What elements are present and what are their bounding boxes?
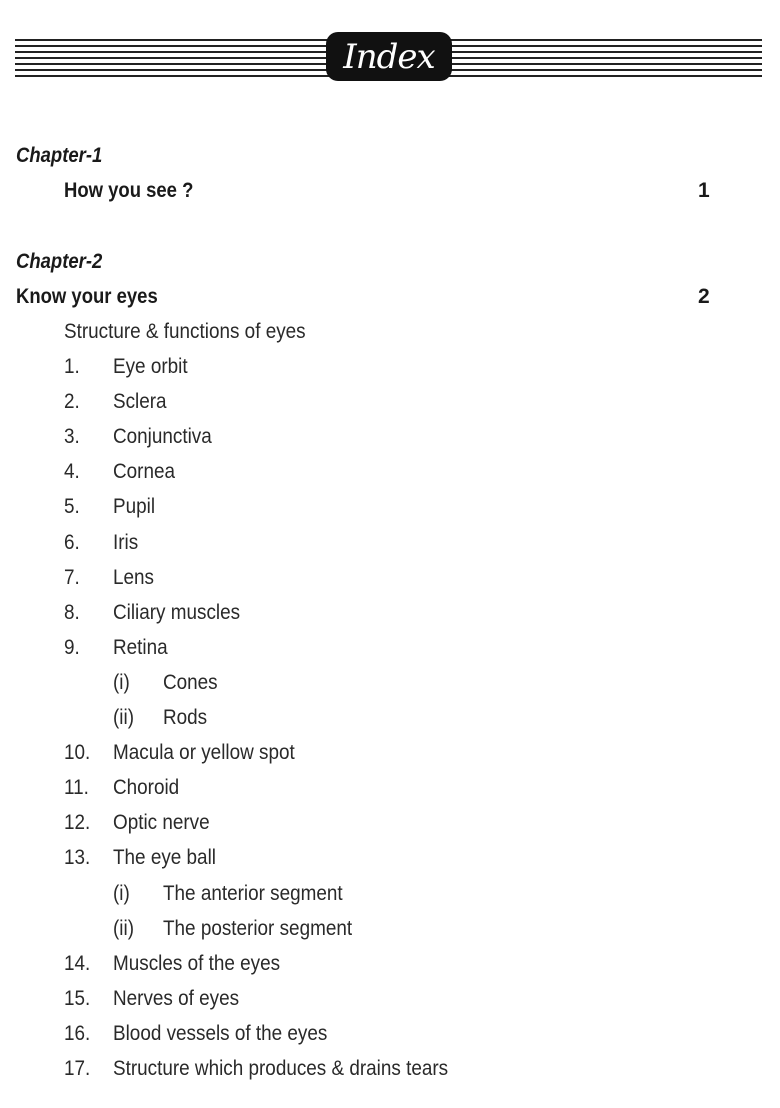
subitem-text[interactable]: The anterior segment [163,882,343,905]
item-number: 1. [64,355,80,378]
item-text[interactable]: Cornea [113,460,176,483]
item-number: 16. [64,1022,91,1045]
item-number: 15. [64,987,91,1010]
toc-entry-title[interactable]: How you see ? [64,179,194,202]
item-number: 3. [64,425,80,448]
item-text[interactable]: Structure which produces & drains tears [113,1057,449,1080]
item-text[interactable]: Eye orbit [113,355,188,378]
item-number: 8. [64,601,80,624]
item-number: 4. [64,460,80,483]
item-text[interactable]: Choroid [113,776,180,799]
item-number: 12. [64,811,91,834]
toc-entry-title[interactable]: Know your eyes [16,285,158,308]
subitem-marker: (i) [113,882,130,905]
subitem-marker: (ii) [113,706,134,729]
item-text[interactable]: Muscles of the eyes [113,952,281,975]
item-text[interactable]: Lens [113,566,154,589]
item-text[interactable]: Pupil [113,495,156,518]
item-number: 17. [64,1057,91,1080]
item-text[interactable]: Retina [113,636,168,659]
toc-entry-page: 1 [698,179,710,202]
toc-entry-page: 2 [698,285,710,308]
subitem-marker: (i) [113,671,130,694]
section-heading: Structure & functions of eyes [64,320,306,343]
page-title: Index [343,36,435,77]
subitem-marker: (ii) [113,917,134,940]
item-number: 5. [64,495,80,518]
item-number: 7. [64,566,80,589]
item-number: 2. [64,390,80,413]
item-text[interactable]: Nerves of eyes [113,987,240,1010]
item-text[interactable]: Optic nerve [113,811,210,834]
item-text[interactable]: Macula or yellow spot [113,741,295,764]
item-text[interactable]: The eye ball [113,846,216,869]
item-number: 11. [64,776,89,799]
subitem-text[interactable]: Cones [163,671,218,694]
chapter-label: Chapter-1 [16,144,103,167]
item-number: 13. [64,846,91,869]
item-text[interactable]: Blood vessels of the eyes [113,1022,328,1045]
subitem-text[interactable]: Rods [163,706,208,729]
item-text[interactable]: Conjunctiva [113,425,212,448]
item-text[interactable]: Iris [113,531,139,554]
item-text[interactable]: Sclera [113,390,167,413]
chapter-label: Chapter-2 [16,250,103,273]
item-number: 10. [64,741,91,764]
item-number: 14. [64,952,91,975]
item-number: 6. [64,531,80,554]
item-text[interactable]: Ciliary muscles [113,601,241,624]
item-number: 9. [64,636,80,659]
subitem-text[interactable]: The posterior segment [163,917,353,940]
